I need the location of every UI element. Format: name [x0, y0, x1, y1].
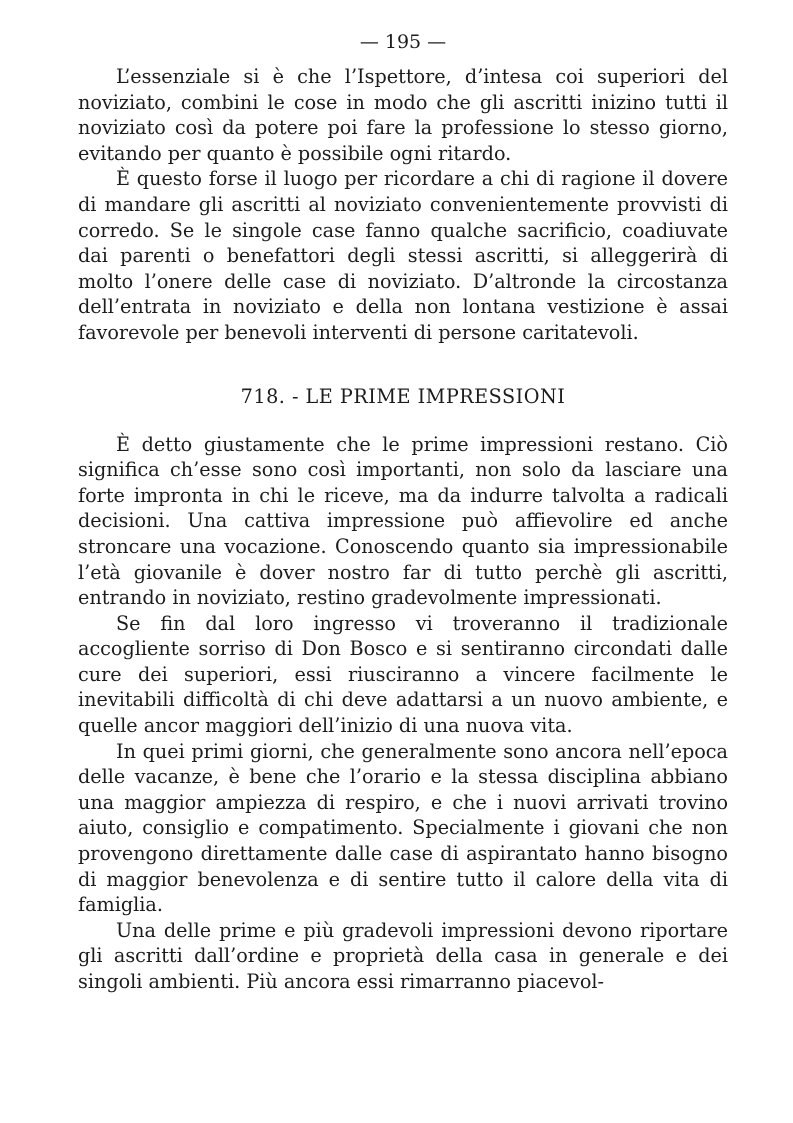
section-paragraph-1: È detto giustamente che le prime impressioni restano. Ciò significa ch’esse sono così importanti, non solo da lasciare una forte impronta in chi le riceve, ma da indurre talvolta a radicali decisioni. Una cattiva impressione può affievolire ed anche stroncare una vocazione. Conoscendo quanto sia impressionabile l’età giovanile è dover nostro far di tutto perchè gli ascritti, entrando in noviziato, restino gradevolmente impressionati.	[78, 432, 728, 610]
document-page	[78, 30, 728, 995]
section-paragraph-2: Se fin dal loro ingresso vi troveranno il tradizionale accogliente sorriso di Don Bosco e si sentiranno circondati dalle cure dei superiori, essi riusciranno a vincere facilmente le inevitabili difficoltà di chi deve adattarsi a un nuovo ambiente, e quelle ancor maggiori dell’inizio di una nuova vita.	[78, 611, 728, 738]
section-paragraph-3: In quei primi giorni, che generalmente sono ancora nell’epoca delle vacanze, è bene che l’orario e la stessa disciplina abbiano una maggior ampiezza di respiro, e che i nuovi arrivati trovino aiuto, consiglio e compatimento. Specialmente i giovani che non provengono direttamente dalle case di aspirantato hanno bisogno di maggior benevolenza e di sentire tutto il calore della vita di famiglia.	[78, 739, 728, 917]
page-number: — 195 —	[359, 31, 447, 53]
intro-paragraph-1: L’essenziale si è che l’Ispettore, d’intesa coi superiori del noviziato, combini le cose in modo che gli ascritti inizino tutti il noviziato così da potere poi fare la professione lo stesso giorno, evitando per quanto è possibile ogni ritardo.	[78, 65, 728, 165]
section-heading: 718. - LE PRIME IMPRESSIONI	[240, 384, 566, 408]
section-paragraph-4: Una delle prime e più gradevoli impressioni devono riportare gli ascritti dall’ordine e proprietà della casa in generale e dei singoli ambienti. Più ancora essi rimarranno piacevol-	[78, 918, 728, 993]
intro-paragraph-2: È questo forse il luogo per ricordare a chi di ragione il dovere di mandare gli ascritti al noviziato convenientemente provvisti di corredo. Se le singole case fanno qualche sacrificio, coadiuvate dai parenti o benefattori degli stessi ascritti, si alleggerirà di molto l’onere delle case di noviziato. D’altronde la circostanza dell’entrata in noviziato e della non lontana vestizione è assai favorevole per benevoli interventi di persone caritatevoli.	[78, 167, 728, 344]
